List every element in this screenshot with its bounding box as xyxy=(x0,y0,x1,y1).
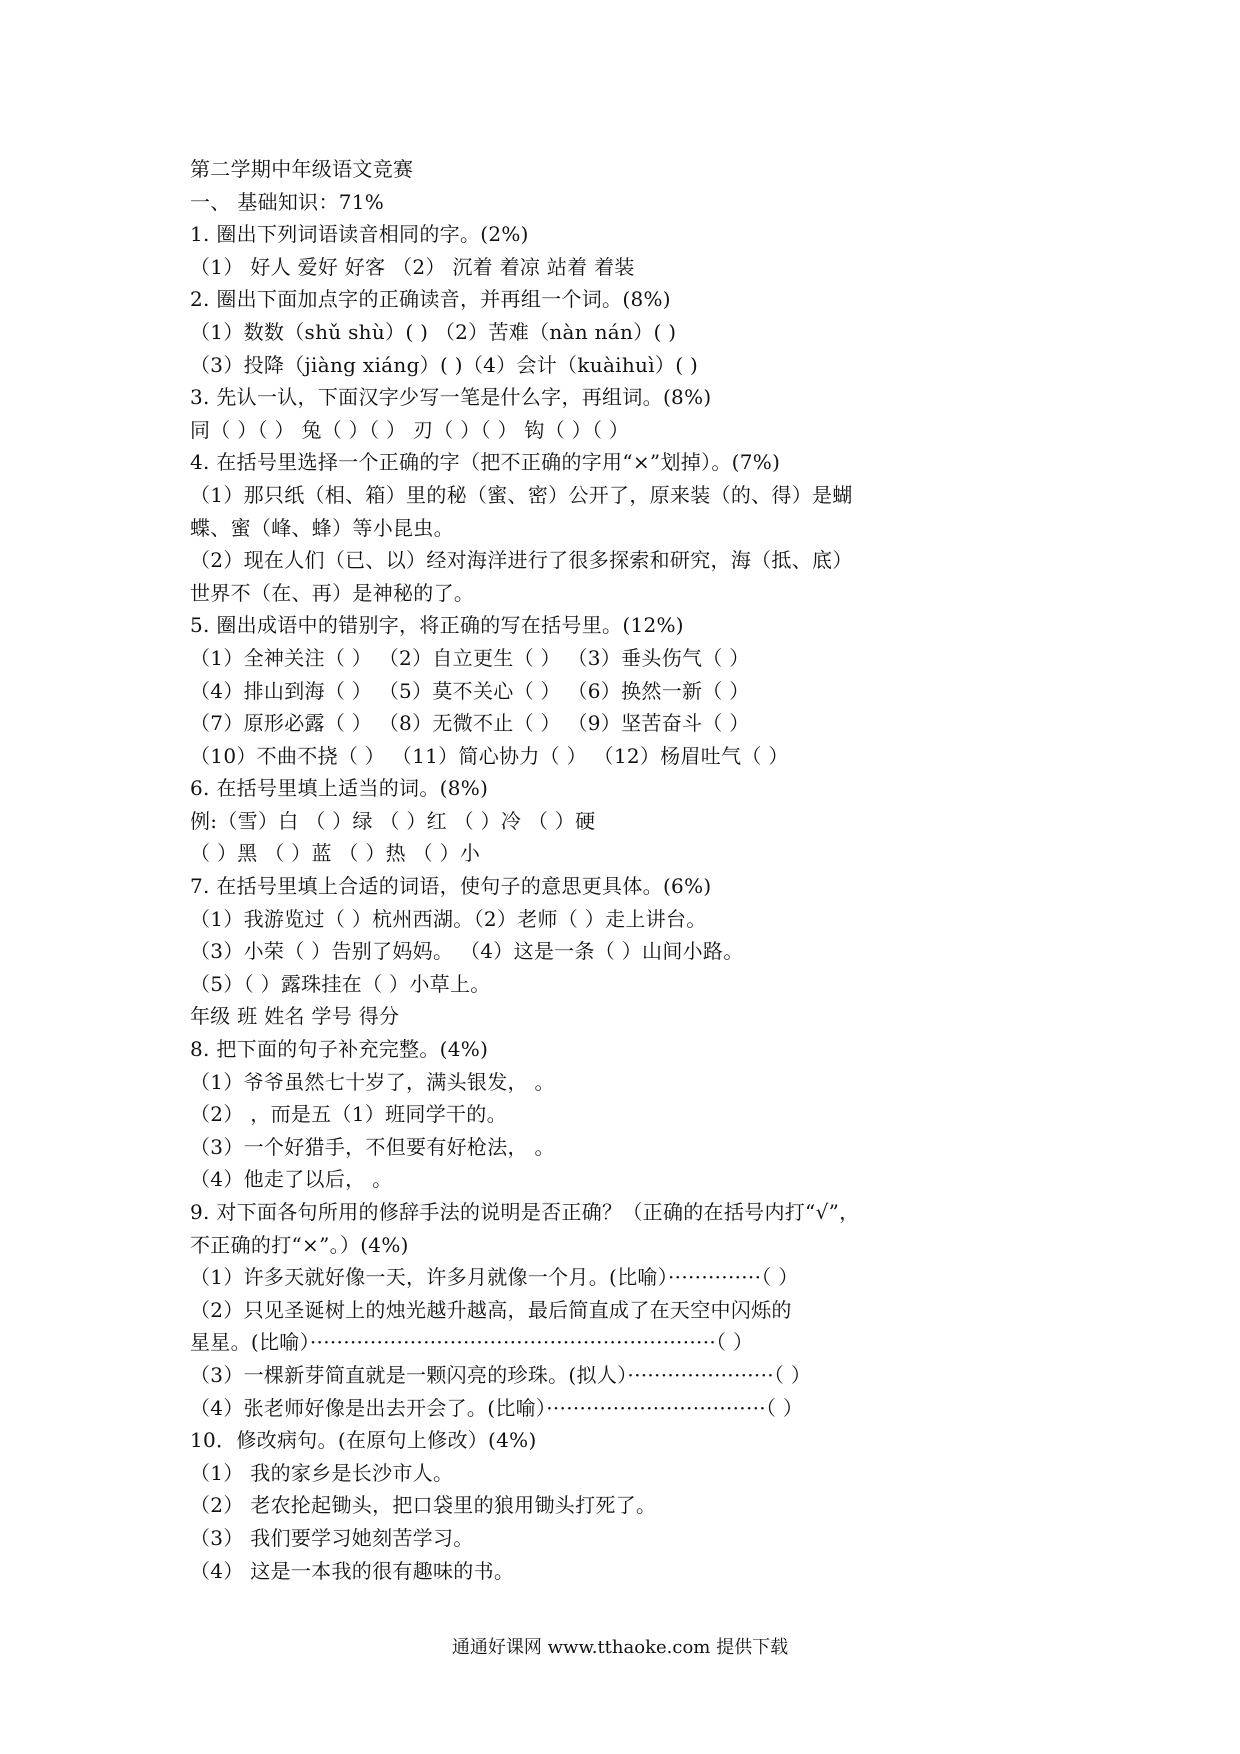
document-line: （5）（ ）露珠挂在（ ）小草上。 xyxy=(190,971,491,996)
document-line: （4） 这是一本我的很有趣味的书。 xyxy=(190,1558,515,1583)
document-line: （3）投降（jiàng xiáng）( )（4）会计（kuàihuì）( ) xyxy=(190,352,699,377)
document-line: （2） ，而是五（1）班同学干的。 xyxy=(190,1102,507,1127)
document-line: 不正确的打“×”。）(4%) xyxy=(190,1232,409,1257)
document-line: （1） 我的家乡是长沙市人。 xyxy=(190,1460,454,1485)
document-line: 8. 把下面的句子补充完整。(4%) xyxy=(190,1037,489,1062)
document-line: （2）只见圣诞树上的烛光越升越高，最后简直成了在天空中闪烁的 xyxy=(190,1297,792,1322)
document-line: （4）张老师好像是出去开会了。(比喻）·································（ ） xyxy=(190,1395,804,1420)
document-line: （1）爷爷虽然七十岁了，满头银发， 。 xyxy=(190,1069,555,1094)
document-line: （7）原形必露（ ） （8）无微不止（ ） （9）坚苦奋斗（ ） xyxy=(190,711,750,736)
document-line: （3）一棵新芽简直就是一颗闪亮的珍珠。(拟人）······················（ ） xyxy=(190,1362,812,1387)
document-line: 5. 圈出成语中的错别字，将正确的写在括号里。(12%) xyxy=(190,613,684,638)
document-line: 3. 先认一认，下面汉字少写一笔是什么字，再组词。(8%) xyxy=(190,385,712,410)
document-line: （1）许多天就好像一天，许多月就像一个月。(比喻）··············（ ） xyxy=(190,1265,799,1290)
document-line: （1） 好人 爱好 好客 （2） 沉着 着凉 站着 着装 xyxy=(190,254,635,279)
document-line: 10．修改病句。(在原句上修改）(4%) xyxy=(190,1428,537,1453)
document-line: （2） 老农抡起锄头，把口袋里的狼用锄头打死了。 xyxy=(190,1493,657,1518)
document-body xyxy=(190,153,990,1587)
document-line: 一、 基础知识：71% xyxy=(190,189,385,214)
document-line: 年级 班 姓名 学号 得分 xyxy=(190,1004,400,1029)
document-line: 4. 在括号里选择一个正确的字（把不正确的字用“×”划掉）。(7%) xyxy=(190,450,781,475)
document-line: 星星。(比喻）·····························································（ ） xyxy=(190,1330,754,1355)
document-line: （3）一个好猎手，不但要有好枪法， 。 xyxy=(190,1134,555,1159)
document-line: 7. 在括号里填上合适的词语，使句子的意思更具体。(6%) xyxy=(190,874,712,899)
document-line: 2. 圈出下面加点字的正确读音，并再组一个词。(8%) xyxy=(190,287,671,312)
document-line: 6. 在括号里填上适当的词。(8%) xyxy=(190,776,489,801)
document-line: （4）排山到海（ ） （5）莫不关心（ ） （6）换然一新（ ） xyxy=(190,678,750,703)
document-line: 例:（雪）白 （ ）绿 （ ）红 （ ）冷 （ ）硬 xyxy=(190,808,596,833)
document-line: （2）现在人们（已、以）经对海洋进行了很多探索和研究，海（抵、底） xyxy=(190,548,853,573)
document-title: 第二学期中年级语文竞赛 xyxy=(190,157,414,181)
document-lines xyxy=(190,186,990,1588)
document-line: （1）全神关注（ ） （2）自立更生（ ） （3）垂头伤气（ ） xyxy=(190,645,750,670)
page-footer: 通通好课网 www.tthaoke.com 提供下载 xyxy=(451,1637,789,1658)
document-line: 1. 圈出下列词语读音相同的字。(2%) xyxy=(190,222,529,247)
document-line: （ ）黑 （ ）蓝 （ ）热 （ ）小 xyxy=(190,841,481,866)
document-line: 世界不（在、再）是神秘的了。 xyxy=(190,580,475,605)
document-line: 同（ ）（ ） 兔（ ）（ ） 刃（ ）（ ） 钩（ ）（ ） xyxy=(190,417,630,442)
document-line: （4）他走了以后， 。 xyxy=(190,1167,393,1192)
document-line: （1）我游览过（ ）杭州西湖。（2）老师（ ）走上讲台。 xyxy=(190,906,707,931)
document-line: （10）不曲不挠（ ） （11）简心协力（ ） （12）杨眉吐气（ ） xyxy=(190,743,789,768)
document-line: （3） 我们要学习她刻苦学习。 xyxy=(190,1525,474,1550)
document-line: 蝶、蜜（峰、蜂）等小昆虫。 xyxy=(190,515,454,540)
document-line: 9. 对下面各句所用的修辞手法的说明是否正确？（正确的在括号内打“√”， xyxy=(190,1200,860,1224)
document-line: （3）小荣（ ）告别了妈妈。 （4）这是一条（ ）山间小路。 xyxy=(190,939,744,964)
document-line: （1）数数（shǔ shù）( ) （2）苦难（nàn nán）( ) xyxy=(190,319,677,344)
document-line: （1）那只纸（相、箱）里的秘（蜜、密）公开了，原来装（的、得）是蝴 xyxy=(190,482,853,507)
